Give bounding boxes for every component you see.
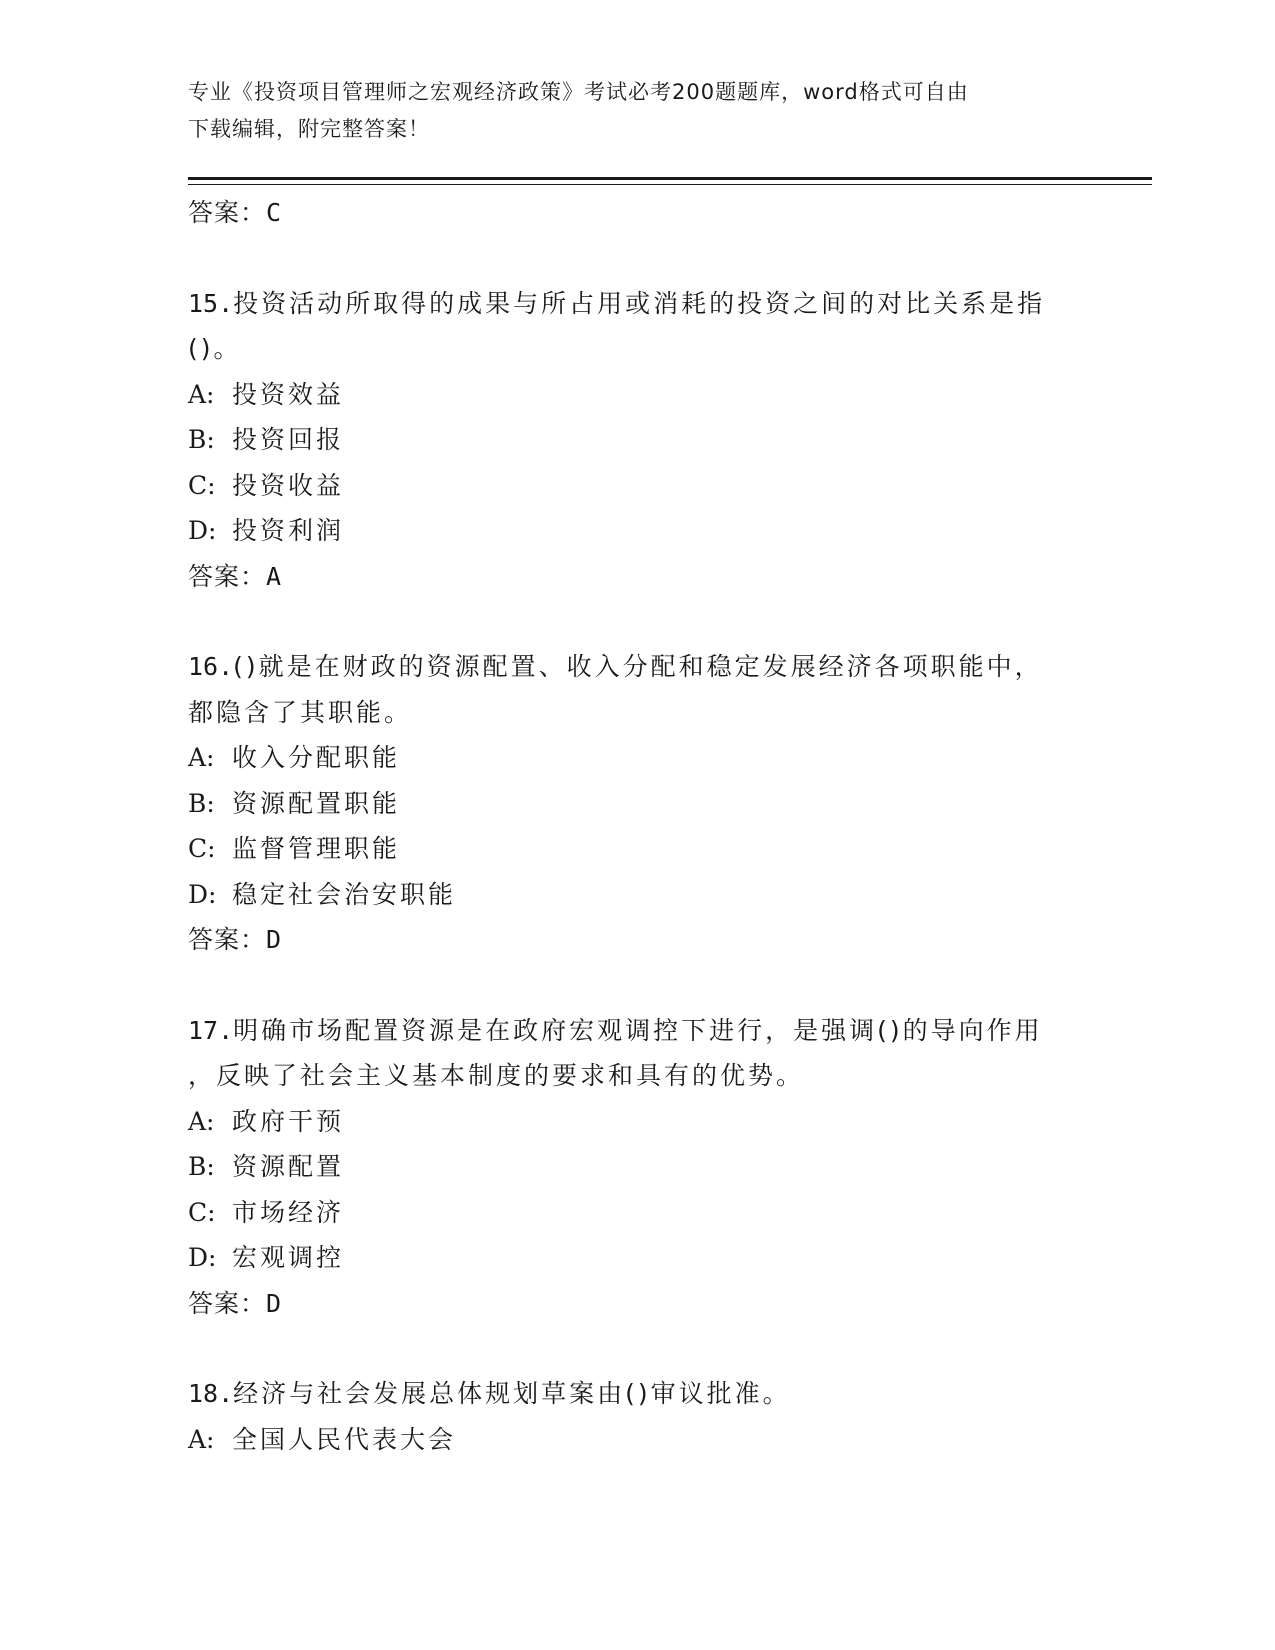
option-d	[188, 1235, 1088, 1281]
answer-label: 答案：	[188, 1288, 267, 1318]
answer-value: A	[266, 561, 283, 591]
option-c	[188, 463, 1088, 509]
option-text: 投资效益	[232, 379, 345, 409]
option-b	[188, 417, 1088, 463]
question-block	[188, 1008, 1088, 1327]
question-text: 17.明确市场配置资源是在政府宏观调控下进行，是强调()的导向作用	[188, 1015, 1043, 1045]
document-header	[188, 74, 1088, 148]
option-key: B:	[188, 1152, 215, 1181]
option-a	[188, 735, 1088, 781]
answer-label: 答案：	[188, 561, 267, 591]
question-number: 17.	[188, 1015, 234, 1045]
option-d	[188, 508, 1088, 554]
option-key: D:	[188, 516, 217, 545]
option-text: 投资回报	[232, 425, 345, 454]
header-divider-thick	[188, 177, 1152, 180]
option-key: D:	[188, 879, 217, 909]
option-text: 政府干预	[232, 1106, 345, 1136]
option-text: 资源配置	[232, 1152, 345, 1181]
question-block	[188, 281, 1088, 600]
option-key: C:	[188, 1197, 216, 1227]
option-text: 市场经济	[232, 1197, 345, 1227]
answer-value: D	[266, 1288, 283, 1318]
question-number: 16.	[188, 652, 234, 681]
option-c	[188, 1190, 1088, 1236]
header-divider-thin	[188, 184, 1152, 185]
option-a	[188, 1417, 1088, 1463]
option-key: A:	[188, 379, 215, 409]
question-number: 15.	[188, 288, 234, 318]
answer-value: D	[266, 925, 283, 954]
option-key: A:	[188, 1424, 215, 1454]
answer-line	[188, 917, 1088, 963]
question-block	[188, 644, 1088, 963]
option-key: A:	[188, 1106, 215, 1136]
option-b	[188, 781, 1088, 827]
header-line-2: 下载编辑，附完整答案！	[188, 117, 430, 141]
answer-label: 答案：	[188, 198, 267, 227]
header-line-1: 专业《投资项目管理师之宏观经济政策》考试必考200题题库，word格式可自由	[188, 80, 969, 104]
option-a	[188, 372, 1088, 418]
option-key: B:	[188, 788, 215, 818]
option-key: A:	[188, 743, 215, 772]
question-text: 15.投资活动所取得的成果与所占用或消耗的投资之间的对比关系是指	[188, 288, 1046, 318]
answer-label: 答案：	[188, 925, 267, 954]
option-key: B:	[188, 425, 215, 454]
answer-line	[188, 554, 1088, 600]
option-a	[188, 1099, 1088, 1145]
option-b	[188, 1144, 1088, 1190]
option-c	[188, 826, 1088, 872]
question-text-continued: 都隐含了其职能。	[188, 697, 413, 727]
option-text: 资源配置职能	[232, 788, 401, 818]
option-text: 收入分配职能	[232, 743, 401, 772]
answer-line	[188, 190, 1088, 236]
option-key: C:	[188, 834, 216, 863]
answer-line	[188, 1281, 1088, 1327]
question-number: 18.	[188, 1379, 234, 1408]
option-d	[188, 872, 1088, 918]
option-text: 投资利润	[232, 516, 345, 545]
answer-value: C	[266, 198, 283, 227]
question-text-continued: ，反映了社会主义基本制度的要求和具有的优势。	[188, 1061, 805, 1090]
question-block	[188, 1371, 1088, 1462]
option-text: 全国人民代表大会	[232, 1424, 457, 1454]
question-text: 16.()就是在财政的资源配置、收入分配和稳定发展经济各项职能中，	[188, 652, 1043, 681]
question-text-continued: ()。	[188, 334, 242, 363]
option-text: 稳定社会治安职能	[232, 879, 457, 909]
option-text: 监督管理职能	[232, 834, 401, 863]
option-text: 投资收益	[232, 470, 345, 500]
option-key: C:	[188, 470, 216, 500]
question-list	[188, 190, 1088, 1462]
option-text: 宏观调控	[232, 1243, 345, 1272]
option-key: D:	[188, 1243, 217, 1272]
question-text: 18.经济与社会发展总体规划草案由()审议批准。	[188, 1379, 791, 1408]
